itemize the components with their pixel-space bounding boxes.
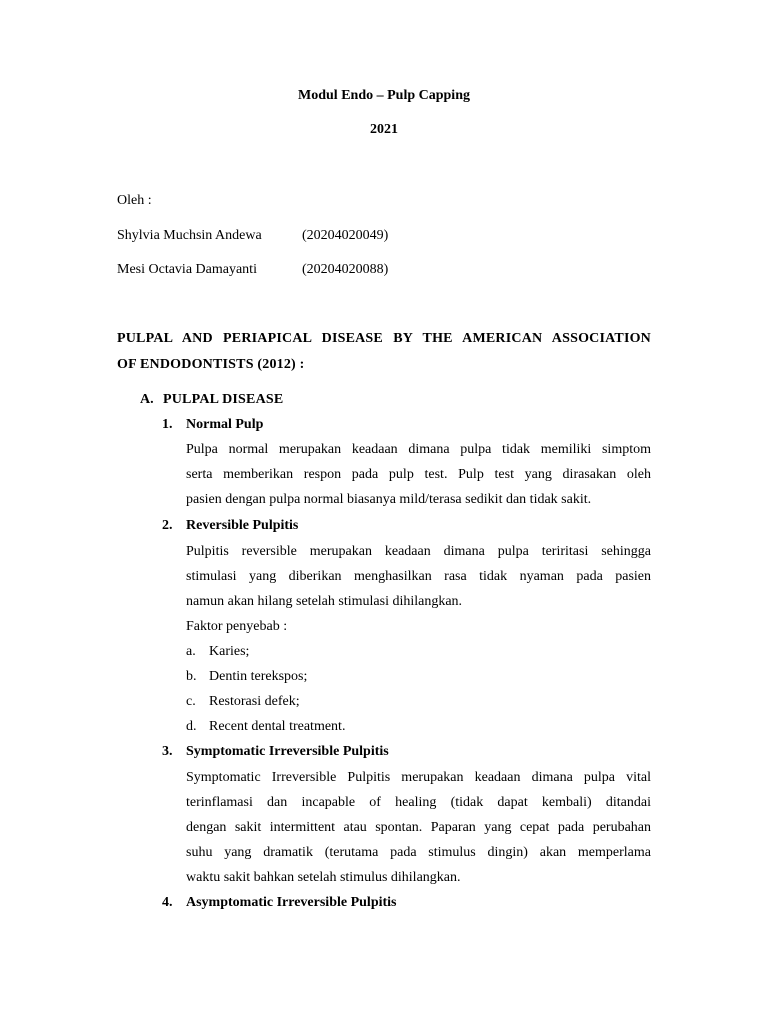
paragraph-line: pasien dengan pulpa normal biasanya mild/terasa sedikit dan tidak sakit.: [186, 492, 592, 507]
paragraph-line: Pulpa normal merupakan keadaan dimana pulpa tidak memiliki simptom: [186, 442, 651, 457]
main-heading-line2: OF ENDODONTISTS (2012) :: [117, 357, 305, 372]
document-title: Modul Endo – Pulp Capping: [298, 88, 470, 103]
factor-text: Dentin terekspos;: [209, 669, 308, 684]
factor-text: Recent dental treatment.: [209, 719, 346, 734]
author-name: Shylvia Muchsin Andewa: [117, 228, 262, 243]
factor-marker: a.: [186, 644, 196, 659]
author-id: (20204020088): [302, 262, 389, 277]
paragraph-line: Pulpitis reversible merupakan keadaan dimana pulpa teriritasi sehingga: [186, 544, 651, 559]
item-paragraph: [186, 765, 651, 890]
section-title: PULPAL DISEASE: [163, 392, 284, 407]
section-marker: A.: [140, 392, 154, 407]
factor-marker: c.: [186, 694, 196, 709]
item-paragraph: [186, 437, 651, 512]
item-number: 1.: [162, 417, 173, 432]
paragraph-line: serta memberikan respon pada pulp test. Pulp test yang dirasakan oleh: [186, 467, 651, 482]
paragraph-line: suhu yang dramatik (terutama pada stimulus dingin) akan memperlama: [186, 845, 651, 860]
factor-marker: b.: [186, 669, 197, 684]
item-paragraph: [186, 539, 651, 614]
paragraph-line: stimulasi yang diberikan menghasilkan rasa tidak nyaman pada pasien: [186, 569, 651, 584]
item-number: 2.: [162, 518, 173, 533]
factor-text: Karies;: [209, 644, 250, 659]
paragraph-line: Symptomatic Irreversible Pulpitis merupakan keadaan dimana pulpa vital: [186, 770, 651, 785]
author-id: (20204020049): [302, 228, 389, 243]
item-number: 3.: [162, 744, 173, 759]
paragraph-line: waktu sakit bahkan setelah stimulus dihilangkan.: [186, 870, 461, 885]
paragraph-line: terinflamasi dan incapable of healing (tidak dapat kembali) ditandai: [186, 795, 651, 810]
main-heading-line1: PULPAL AND PERIAPICAL DISEASE BY THE AMERICAN ASSOCIATION: [117, 331, 651, 346]
item-title: Symptomatic Irreversible Pulpitis: [186, 744, 389, 759]
item-title: Reversible Pulpitis: [186, 518, 299, 533]
factors-label: Faktor penyebab :: [186, 619, 288, 634]
item-title: Normal Pulp: [186, 417, 264, 432]
item-number: 4.: [162, 895, 173, 910]
factor-marker: d.: [186, 719, 197, 734]
factor-text: Restorasi defek;: [209, 694, 300, 709]
paragraph-line: dengan sakit intermittent atau spontan. Paparan yang cepat pada perubahan: [186, 820, 651, 835]
paragraph-line: namun akan hilang setelah stimulasi dihilangkan.: [186, 594, 463, 609]
by-label: Oleh :: [117, 193, 152, 208]
item-title: Asymptomatic Irreversible Pulpitis: [186, 895, 397, 910]
document-year: 2021: [370, 122, 398, 137]
author-name: Mesi Octavia Damayanti: [117, 262, 257, 277]
